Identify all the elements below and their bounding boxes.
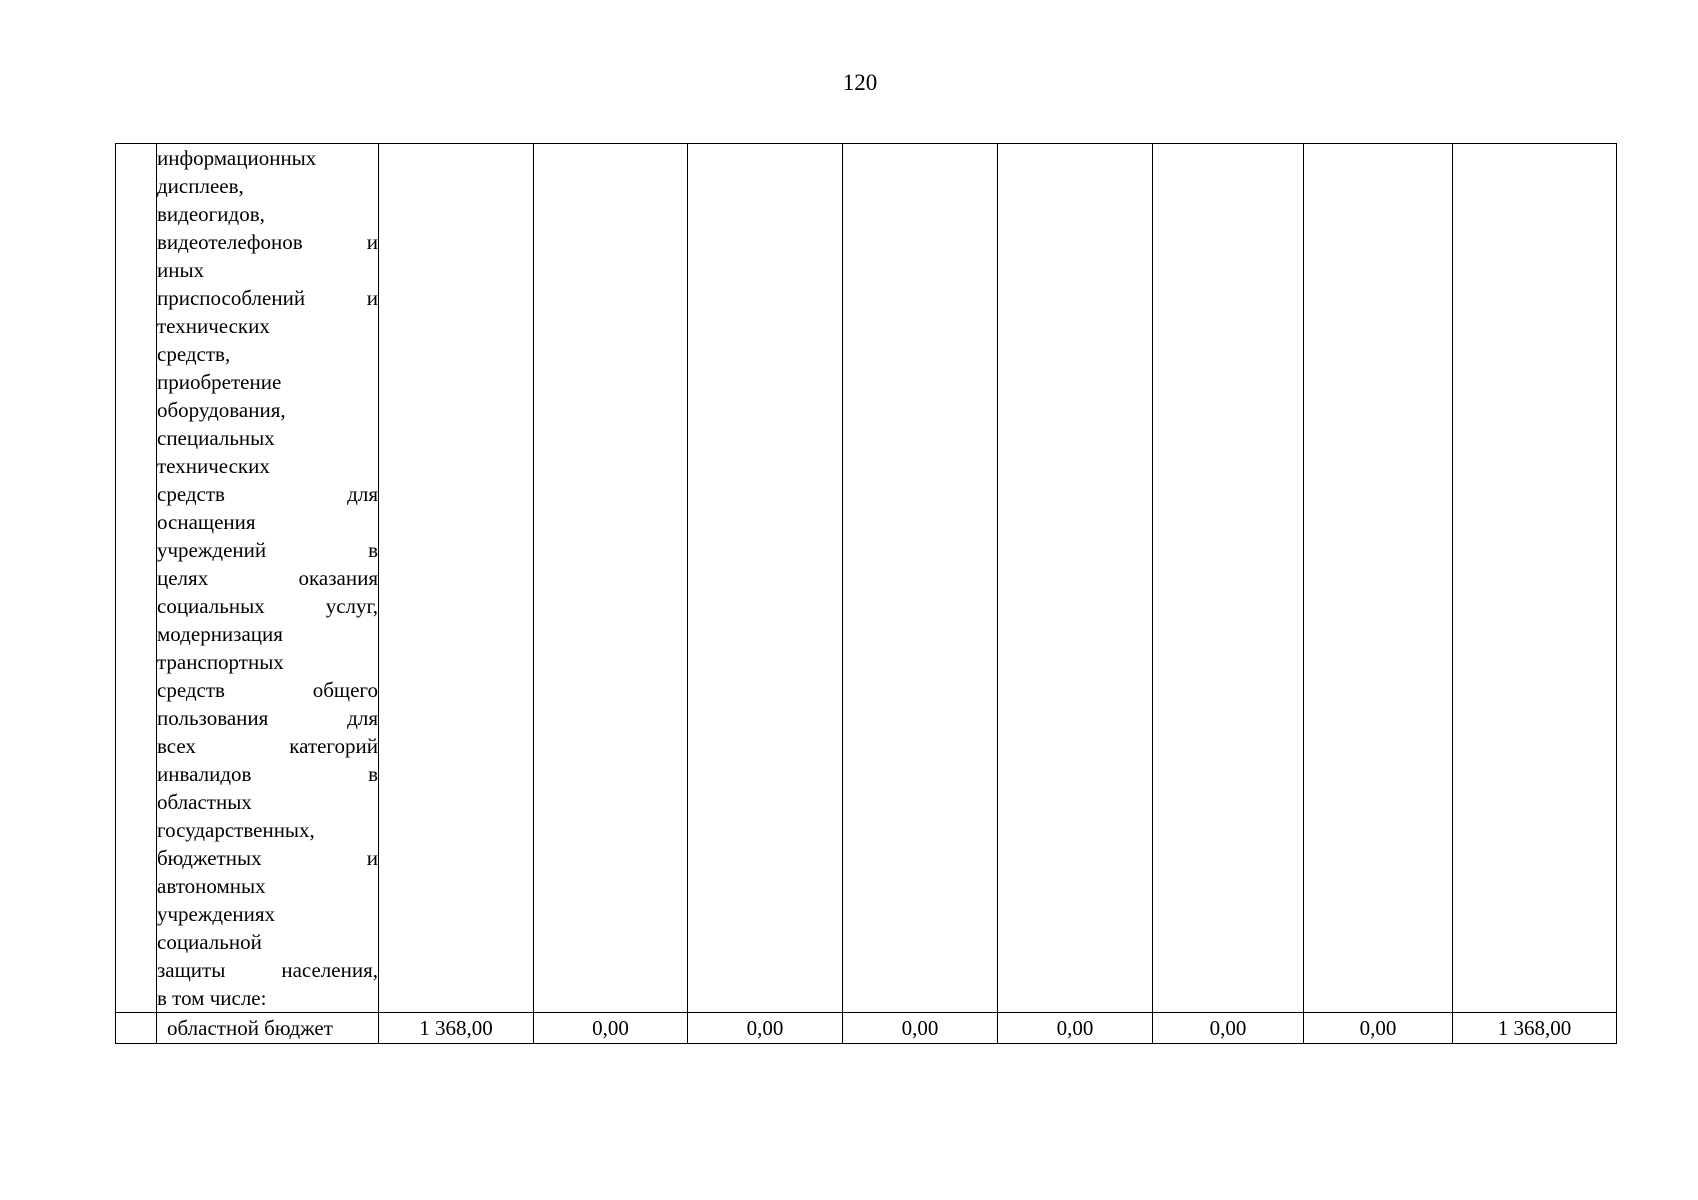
description-row [116,144,1617,1013]
description-line: учреждений в [157,538,378,562]
amount-cell: 0,00 [998,1013,1153,1044]
empty-cell [998,144,1153,1013]
description-line: социальных услуг, [157,594,378,618]
description-line: дисплеев, [157,174,244,198]
budget-table [115,143,1617,1044]
description-line: средств для [157,482,378,506]
empty-cell [688,144,843,1013]
empty-cell [379,144,534,1013]
page-number: 120 [842,70,878,95]
description-line: транспортных [157,650,284,674]
description-line: модернизация [157,622,283,646]
budget-source-row [116,1013,1617,1044]
amount-cell: 0,00 [688,1013,843,1044]
description-line: пользования для [157,706,378,730]
description-line: государственных, [157,818,315,842]
description-line: автономных [157,874,266,898]
description-line: в том числе: [157,986,267,1010]
amount-cell: 0,00 [534,1013,688,1044]
description-line: инвалидов в [157,762,378,786]
description-line: приобретение [157,370,282,394]
description-line: средств общего [157,678,378,702]
empty-cell [1153,144,1304,1013]
description-line: приспособлений и [157,286,378,310]
description-line: технических [157,314,270,338]
description-line: технических [157,454,270,478]
description-line: учреждениях [157,902,276,926]
description-line: социальной [157,930,262,954]
number-cell [116,144,157,1013]
amount-cell: 0,00 [843,1013,998,1044]
description-line: целях оказания [157,566,378,590]
funding-source-label: областной бюджет [157,1013,379,1044]
empty-cell [1304,144,1453,1013]
description-line: всех категорий [157,734,378,758]
amount-cell: 0,00 [1304,1013,1453,1044]
description-line: защиты населения, [157,958,378,982]
description-line: оборудования, [157,398,286,422]
description-line: информационных [157,146,317,170]
empty-cell [534,144,688,1013]
number-cell [116,1013,157,1044]
measure-description-cell [157,144,379,1013]
total-amount-cell: 1 368,00 [1453,1013,1617,1044]
description-line: видеогидов, [157,202,265,226]
description-line: областных [157,790,252,814]
description-line: иных [157,258,205,282]
description-line: бюджетных и [157,846,378,870]
empty-cell [1453,144,1617,1013]
description-line: специальных [157,426,275,450]
description-line: видеотелефонов и [157,230,378,254]
description-line: средств, [157,342,231,366]
amount-cell: 1 368,00 [379,1013,534,1044]
empty-cell [843,144,998,1013]
description-line: оснащения [157,510,256,534]
amount-cell: 0,00 [1153,1013,1304,1044]
